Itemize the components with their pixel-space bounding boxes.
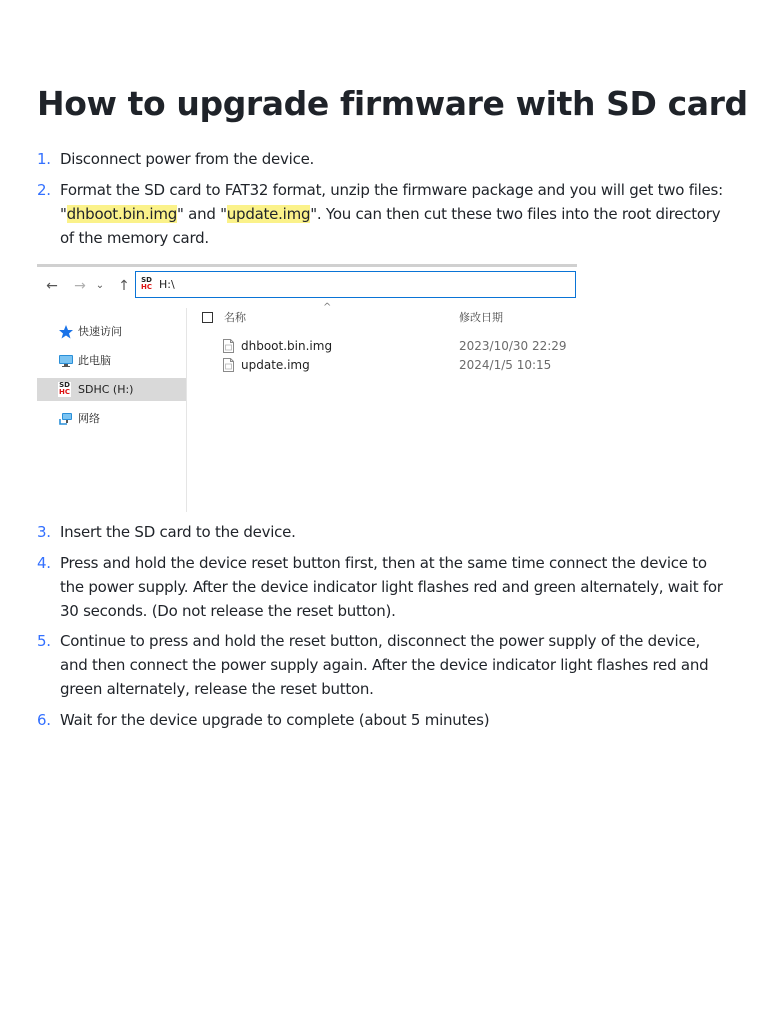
sidebar-item-label: SDHC (H:) (78, 383, 134, 396)
step-number: 2. (37, 181, 51, 199)
step-text-part: " and " (176, 205, 227, 223)
sd-card-icon (140, 277, 153, 292)
step-number: 6. (37, 711, 51, 729)
file-name: update.img (241, 358, 310, 372)
step-text: Continue to press and hold the reset button, disconnect the power supply of the device, and then connect the power supply again. After the device indicator light flashes red and green alternately, release the reset button. (60, 632, 709, 698)
sidebar-item-quick-access[interactable] (37, 320, 186, 343)
file-row[interactable] (223, 356, 577, 374)
sidebar-item-label: 快速访问 (78, 325, 122, 338)
step-6 (37, 708, 727, 732)
sd-logo-top-text: SD (59, 381, 70, 389)
sd-card-icon (58, 382, 71, 397)
navigation-pane (37, 316, 186, 512)
step-number: 5. (37, 632, 51, 650)
file-row[interactable] (223, 337, 577, 355)
sidebar-item-network[interactable] (37, 407, 186, 430)
window-top-border (37, 264, 577, 267)
step-text-part: Format the SD card to FAT32 format, unzip the firmware package and you will get two files: " (60, 181, 723, 223)
star-icon (58, 324, 74, 339)
step-text-part: ". You can then cut these two files into the root directory of the memory card. (60, 205, 721, 247)
recent-locations-chevron-icon[interactable]: ⌄ (95, 280, 105, 291)
sidebar-item-sdhc[interactable] (37, 378, 186, 401)
step-text: Wait for the device upgrade to complete (about 5 minutes) (60, 711, 490, 729)
up-arrow-icon[interactable]: ↑ (118, 278, 130, 294)
step-text: Press and hold the device reset button first, then at the same time connect the device to the power supply. After the device indicator light flashes red and green alternately, wait for 30 seconds. (Do not release the reset button). (60, 554, 723, 620)
step-number: 4. (37, 554, 51, 572)
sidebar-item-label: 此电脑 (78, 354, 111, 367)
step-1 (37, 147, 727, 171)
file-icon (223, 358, 234, 372)
file-explorer-screenshot (37, 264, 577, 512)
sort-ascending-icon: ^ (323, 302, 332, 313)
sidebar-divider (186, 308, 187, 512)
sd-logo-bottom-text: HC (59, 388, 70, 396)
step-5 (37, 629, 727, 701)
page-title: How to upgrade firmware with SD card (37, 84, 748, 123)
step-number: 1. (37, 150, 51, 168)
step-number: 3. (37, 523, 51, 541)
step-text: Disconnect power from the device. (60, 150, 315, 168)
select-all-checkbox[interactable] (202, 312, 213, 323)
monitor-icon (58, 353, 74, 368)
column-header-name[interactable]: 名称 (224, 311, 246, 324)
file-date-modified: 2024/1/5 10:15 (459, 358, 552, 372)
sd-logo-bottom-text: HC (141, 283, 152, 291)
file-date-modified: 2023/10/30 22:29 (459, 339, 567, 353)
network-icon (58, 411, 74, 426)
step-3 (37, 520, 727, 544)
address-path: H:\ (159, 278, 175, 291)
step-text (60, 178, 727, 250)
forward-arrow-icon[interactable]: → (74, 278, 86, 294)
file-icon (223, 339, 234, 353)
file-name: dhboot.bin.img (241, 339, 333, 353)
step-4 (37, 551, 727, 623)
highlighted-filename: dhboot.bin.img (66, 205, 177, 223)
back-arrow-icon[interactable]: ← (46, 278, 58, 294)
sidebar-item-this-pc[interactable] (37, 349, 186, 372)
sd-logo-top-text: SD (141, 276, 152, 284)
sidebar-item-label: 网络 (78, 412, 100, 425)
highlighted-filename: update.img (226, 205, 311, 223)
step-text: Insert the SD card to the device. (60, 523, 296, 541)
address-bar[interactable] (135, 271, 576, 298)
step-2 (37, 178, 727, 250)
column-header-date-modified[interactable]: 修改日期 (459, 311, 503, 324)
